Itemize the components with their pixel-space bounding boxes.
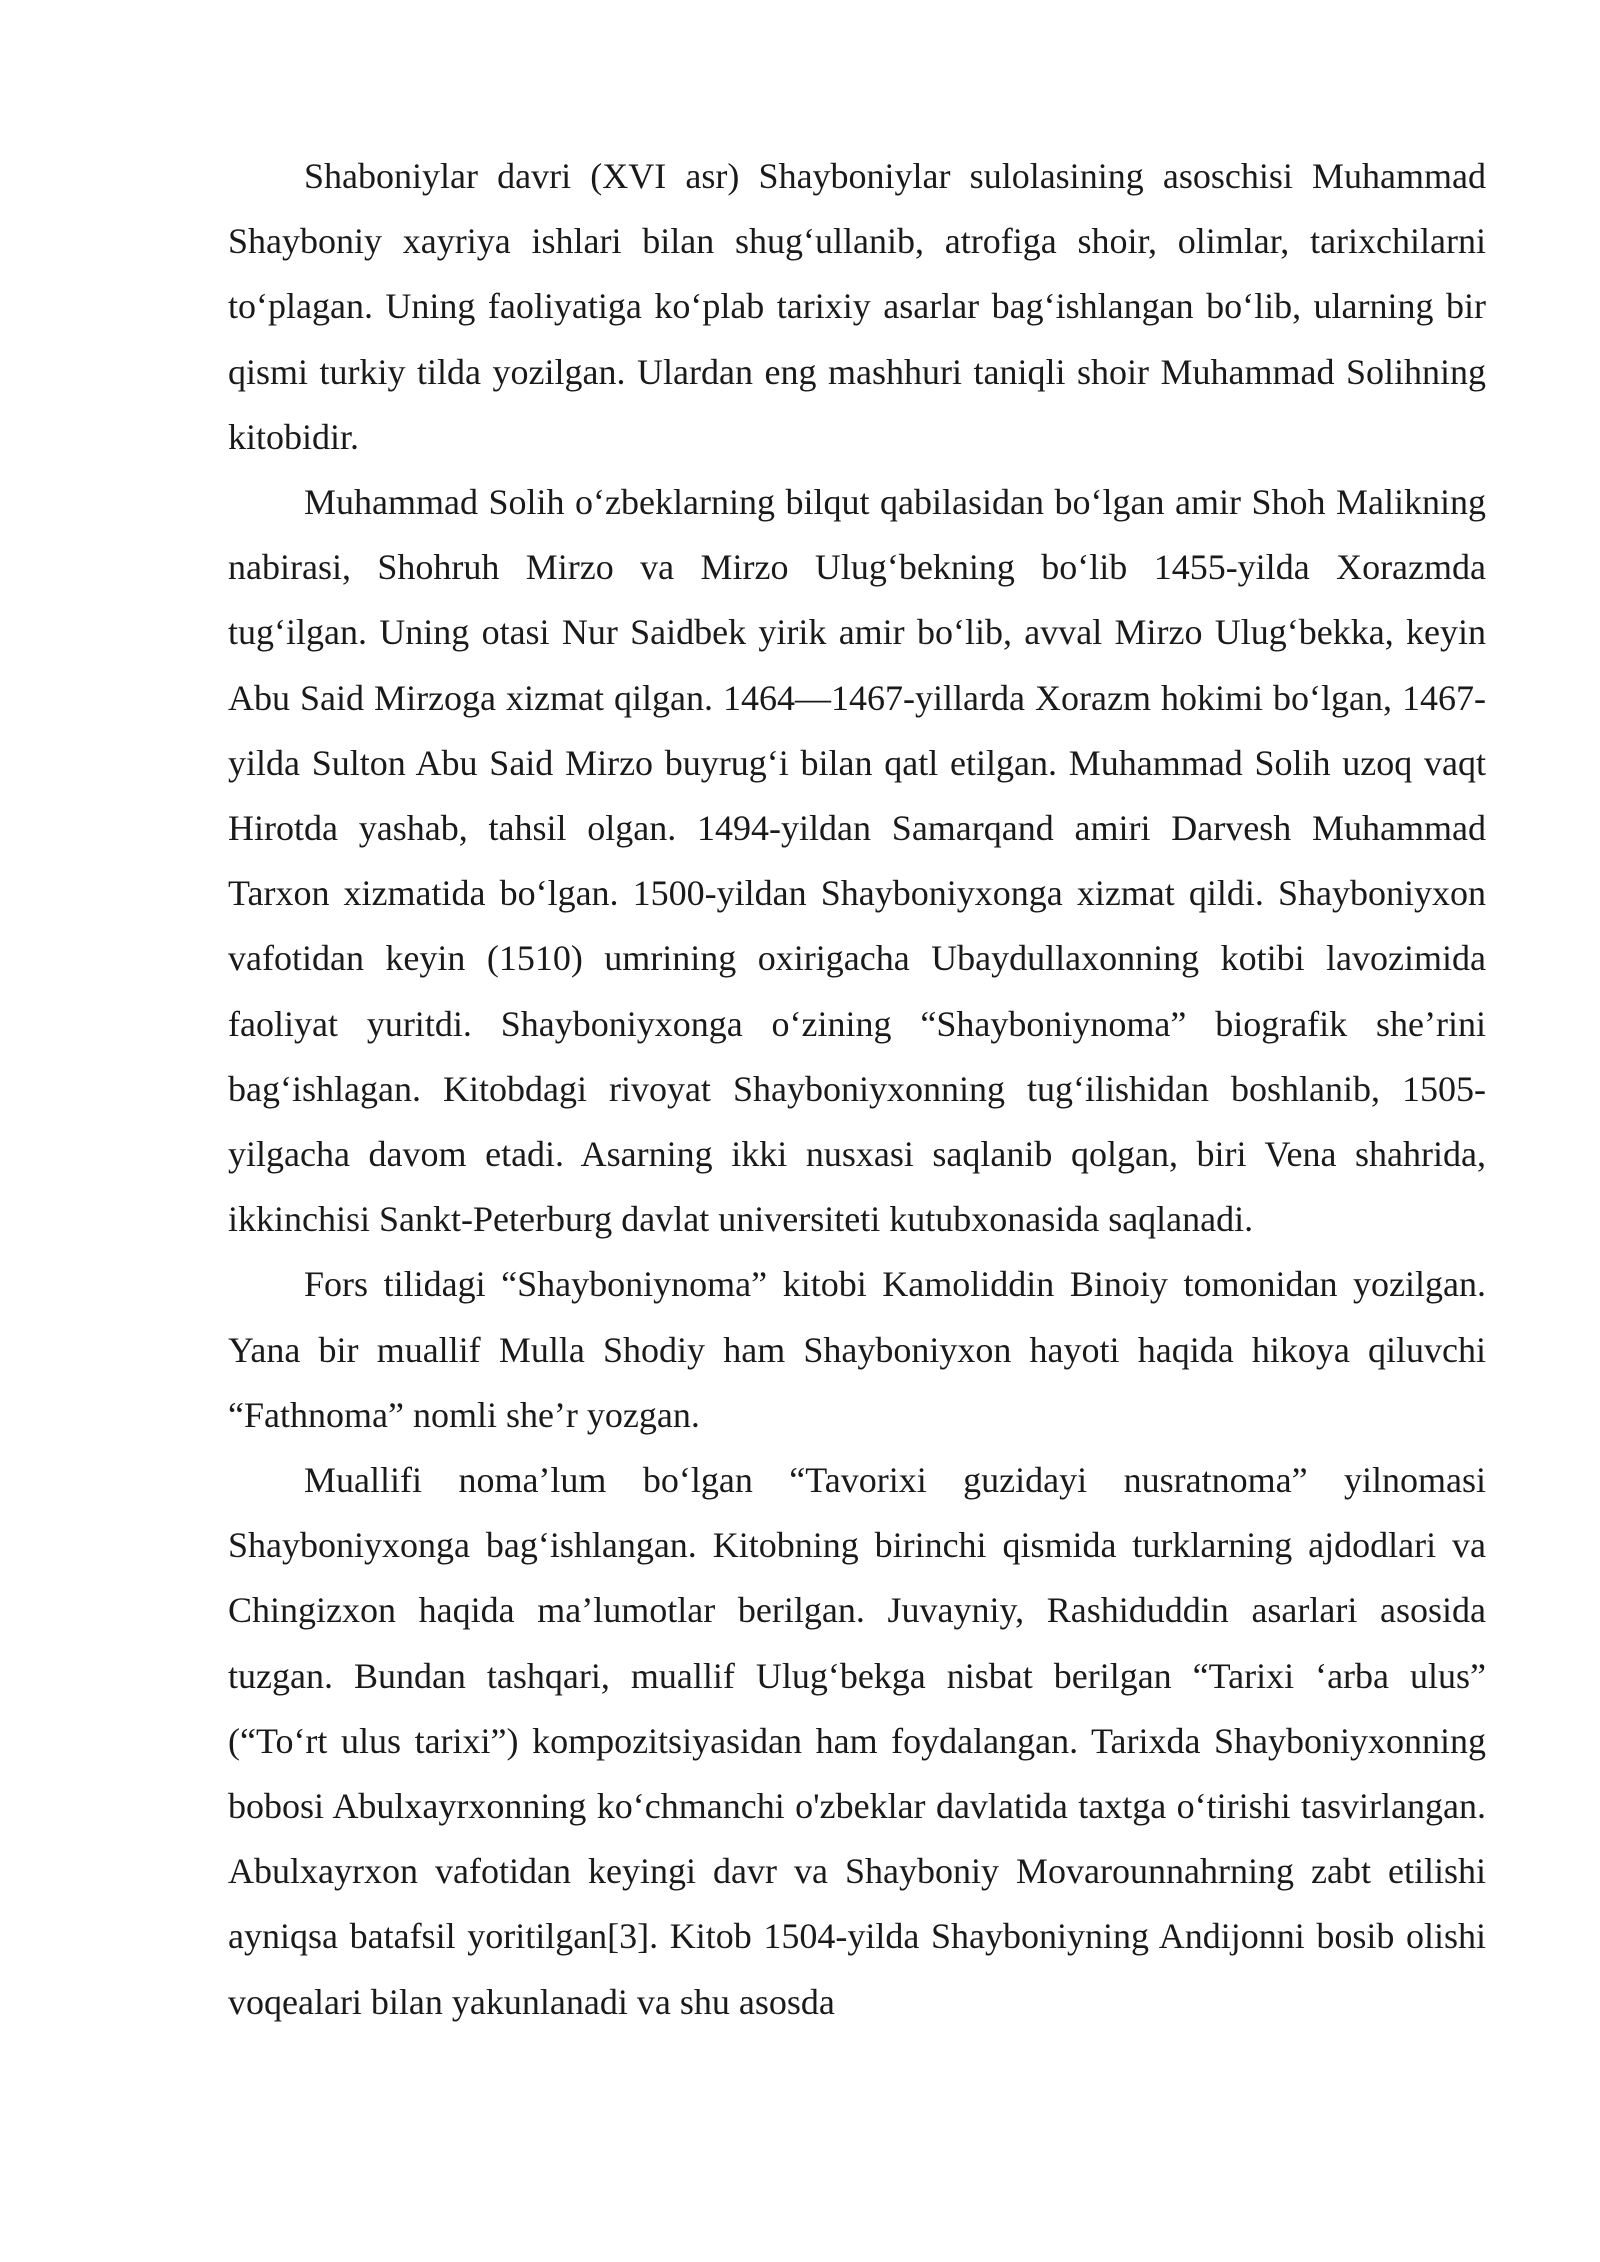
paragraph-muhammad-solih: Muhammad Solih o‘zbeklarning bilqut qabilasidan bo‘lgan amir Shoh Malikning nabirasi, Shohruh Mirzo va Mirzo Ulug‘bekning bo‘lib 1455-yilda Xorazmda tug‘ilgan. Uning otasi Nur Saidbek yirik amir bo‘lib, avval Mirzo Ulug‘bekka, keyin Abu Said Mirzoga xizmat qilgan. 1464—1467-yillarda Xorazm hokimi bo‘lgan, 1467-yilda Sulton Abu Said Mirzo buyrug‘i bilan qatl etilgan. Muhammad Solih uzoq vaqt Hirotda yashab, tahsil olgan. 1494-yildan Samarqand amiri Darvesh Muhammad Tarxon xizmatida bo‘lgan. 1500-yildan Shayboniyxonga xizmat qildi. Shayboniyxon vafotidan keyin (1510) umrining oxirigacha Ubaydullaxonning kotibi lavozimida faoliyat yuritdi. Shayboniyxonga o‘zining “Shayboniynoma” biografik she’rini bag‘ishlagan. Kitobdagi rivoyat Shayboniyxonning tug‘ilishidan boshlanib, 1505-yilgacha davom etadi. Asarning ikki nusxasi saqlanib qolgan, biri Vena shahrida, ikkinchisi Sankt-Peterburg davlat universiteti kutubxonasida saqlanadi. [228,482,1486,1240]
document-body [228,144,1486,2035]
paragraph-fors-tilidagi: Fors tilidagi “Shayboniynoma” kitobi Kamoliddin Binoiy tomonidan yozilgan. Yana bir muallif Mulla Shodiy ham Shayboniyxon hayoti haqida hikoya qiluvchi “Fathnoma” nomli she’r yozgan. [228,1264,1486,1435]
paragraph-muallifi-nomalum: Muallifi noma’lum bo‘lgan “Tavorixi guzidayi nusratnoma” yilnomasi Shayboniyxonga bag‘ishlangan. Kitobning birinchi qismida turklarning ajdodlari va Chingizxon haqida ma’lumotlar berilgan. Juvayniy, Rashiduddin asarlari asosida tuzgan. Bundan tashqari, muallif Ulug‘bekga nisbat berilgan “Tarixi ‘arba ulus” (“To‘rt ulus tarixi”) kompozitsiyasidan ham foydalangan. Tarixda Shayboniyxonning bobosi Abulxayrxonning ko‘chmanchi o'zbeklar davlatida taxtga o‘tirishi tasvirlangan. Abulxayrxon vafotidan keyingi davr va Shayboniy Movarounnahrning zabt etilishi ayniqsa batafsil yoritilgan[3]. Kitob 1504-yilda Shayboniyning Andijonni bosib olishi voqealari bilan yakunlanadi va shu asosda [228,1460,1486,2022]
paragraph-shayboniylar-davri: Shaboniylar davri (XVI asr) Shayboniylar sulolasining asoschisi Muhammad Shayboniy xayriya ishlari bilan shug‘ullanib, atrofiga shoir, olimlar, tarixchilarni to‘plagan. Uning faoliyatiga ko‘plab tarixiy asarlar bag‘ishlangan bo‘lib, ularning bir qismi turkiy tilda yozilgan. Ulardan eng mashhuri taniqli shoir Muhammad Solihning kitobidir. [228,156,1486,457]
